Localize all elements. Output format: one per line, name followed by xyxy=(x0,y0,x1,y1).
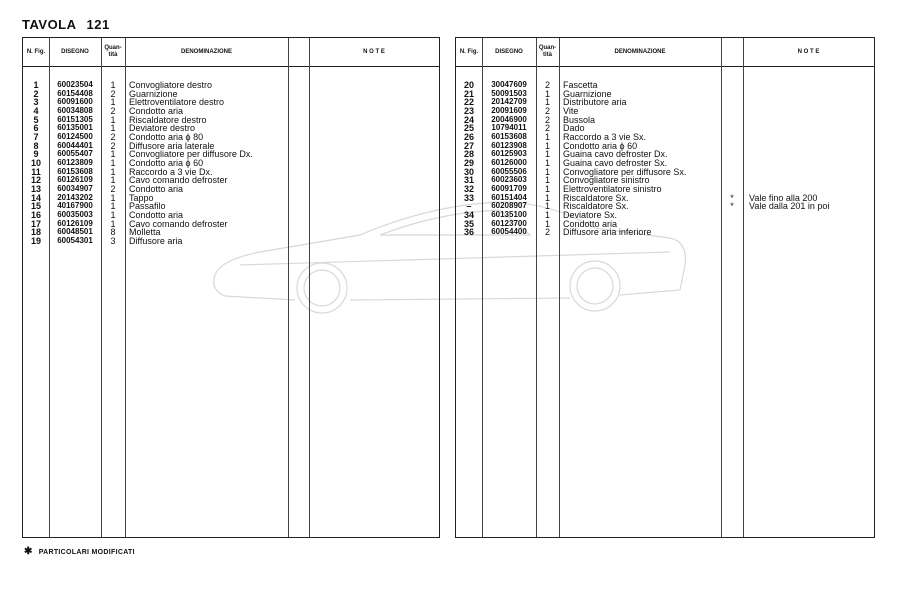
left-rows xyxy=(23,81,439,245)
cell-dis: 60048501 xyxy=(57,227,93,237)
header-qty: Quan- tità xyxy=(538,45,557,58)
cell-den: Guaina cavo defroster Sx. xyxy=(563,157,668,168)
cell-qty: 1 xyxy=(544,209,550,220)
cell-qty: 1 xyxy=(544,175,550,186)
table-row xyxy=(23,237,439,246)
cell-dis: 60044401 xyxy=(57,140,93,150)
cell-qty: 1 xyxy=(110,123,116,134)
cell-fig: 34 xyxy=(463,209,474,220)
cell-dis: 60125903 xyxy=(491,149,527,159)
header-denominazione: DENOMINAZIONE xyxy=(181,48,232,55)
cell-dis: 60023603 xyxy=(491,175,527,185)
cell-qty: 1 xyxy=(544,97,550,108)
cell-fig: 12 xyxy=(30,175,41,186)
cell-den: Convogliatore destro xyxy=(129,80,213,90)
cell-dis: 60151404 xyxy=(491,192,527,202)
cell-fig: 25 xyxy=(463,123,474,134)
cell-den: Elettroventilatore sinistro xyxy=(563,183,662,194)
table-header xyxy=(456,38,874,67)
cell-dis: 60123700 xyxy=(491,218,527,228)
cell-qty: 1 xyxy=(544,183,550,194)
cell-den: Convogliatore per diffusore Sx. xyxy=(563,166,687,177)
cell-dis: 10794011 xyxy=(491,123,527,133)
cell-qty: 1 xyxy=(110,201,116,212)
cell-qty: 1 xyxy=(544,131,550,142)
cell-fig: 6 xyxy=(33,123,39,134)
cell-fig: 11 xyxy=(31,166,41,177)
table-row xyxy=(456,228,874,237)
cell-den: Diffusore aria laterale xyxy=(129,140,215,151)
cell-dis: 30047609 xyxy=(491,80,527,89)
cell-qty: 1 xyxy=(110,149,116,160)
cell-qty: 1 xyxy=(544,140,550,151)
cell-fig: 7 xyxy=(33,131,39,142)
cell-dis: 60034907 xyxy=(57,183,93,193)
cell-star: * xyxy=(730,201,734,212)
cell-dis: 60154408 xyxy=(57,88,93,98)
footnote-text: PARTICOLARI MODIFICATI xyxy=(38,549,135,556)
cell-fig: 9 xyxy=(33,149,39,160)
cell-fig: 31 xyxy=(463,175,474,186)
cell-qty: 1 xyxy=(544,218,550,229)
cell-dis: 60126109 xyxy=(57,218,93,228)
cell-qty: 8 xyxy=(110,227,116,238)
header-disegno: DISEGNO xyxy=(61,48,89,55)
cell-den: Bussola xyxy=(563,114,596,125)
cell-dis: 60023504 xyxy=(57,80,93,89)
cell-dis: 60208907 xyxy=(491,201,527,211)
cell-dis: 60135100 xyxy=(491,209,527,219)
cell-den: Condotto aria xyxy=(129,209,184,220)
cell-den: Guarnizione xyxy=(129,88,178,99)
cell-den: Guaina cavo defroster Dx. xyxy=(563,149,668,160)
cell-fig: 32 xyxy=(463,183,474,194)
cell-qty: 2 xyxy=(544,227,550,238)
cell-fig: 24 xyxy=(463,114,474,125)
cell-qty: 1 xyxy=(544,201,550,212)
cell-fig: – xyxy=(466,201,472,212)
cell-den: Elettroventilatore destro xyxy=(129,97,225,108)
cell-qty: 2 xyxy=(110,105,116,116)
cell-qty: 2 xyxy=(110,88,116,99)
cell-den: Condotto aria ϕ 60 xyxy=(563,140,638,151)
cell-fig: 10 xyxy=(30,157,41,168)
cell-den: Convogliatore sinistro xyxy=(563,175,650,186)
cell-fig: 26 xyxy=(463,131,474,142)
cell-dis: 60123809 xyxy=(57,157,93,167)
cell-fig: 14 xyxy=(30,192,41,203)
cell-dis: 20142709 xyxy=(491,97,527,107)
cell-qty: 2 xyxy=(544,80,550,90)
cell-den: Deviatore destro xyxy=(129,123,196,134)
asterisk-icon: ✱ xyxy=(24,546,33,557)
cell-dis: 60153608 xyxy=(491,131,527,141)
cell-fig: 19 xyxy=(30,235,41,246)
cell-qty: 2 xyxy=(544,105,550,116)
cell-qty: 1 xyxy=(110,80,116,90)
cell-fig: 16 xyxy=(30,209,41,220)
header-disegno: DISEGNO xyxy=(495,48,523,55)
cell-qty: 1 xyxy=(110,97,116,108)
cell-den: Dado xyxy=(563,123,585,134)
cell-fig: 13 xyxy=(30,183,41,194)
cell-qty: 1 xyxy=(544,192,550,203)
cell-fig: 3 xyxy=(33,97,39,108)
cell-qty: 1 xyxy=(544,166,550,177)
cell-den: Guarnizione xyxy=(563,88,612,99)
cell-qty: 2 xyxy=(110,140,116,151)
cell-den: Condotto aria xyxy=(563,218,618,229)
cell-qty: 1 xyxy=(110,218,116,229)
header-denominazione: DENOMINAZIONE xyxy=(614,48,666,55)
footnote xyxy=(24,546,135,557)
table-header xyxy=(23,38,439,67)
parts-table-left xyxy=(22,37,440,538)
cell-dis: 60153608 xyxy=(57,166,93,176)
cell-dis: 60091600 xyxy=(57,97,93,107)
cell-qty: 1 xyxy=(110,192,116,203)
cell-fig: 23 xyxy=(463,105,474,116)
cell-dis: 20046900 xyxy=(491,114,527,124)
cell-dis: 60126109 xyxy=(57,175,93,185)
cell-dis: 60123908 xyxy=(491,140,527,150)
cell-dis: 60035003 xyxy=(57,209,93,219)
cell-dis: 60034808 xyxy=(57,105,93,115)
cell-dis: 60054301 xyxy=(57,235,93,245)
cell-qty: 2 xyxy=(110,183,116,194)
cell-fig: 35 xyxy=(463,218,474,229)
cell-den: Cavo comando defroster xyxy=(129,218,228,229)
cell-den: Passafilo xyxy=(129,201,166,212)
cell-dis: 60135001 xyxy=(57,123,93,133)
cell-den: Distributore aria xyxy=(563,97,627,108)
cell-dis: 60091709 xyxy=(491,183,527,193)
cell-star: * xyxy=(730,192,734,203)
cell-fig: 1 xyxy=(33,80,39,90)
cell-qty: 1 xyxy=(110,157,116,168)
cell-den: Deviatore Sx. xyxy=(563,209,618,220)
cell-den: Condotto aria ϕ 80 xyxy=(129,131,204,142)
table-number: 121 xyxy=(86,17,110,32)
cell-note: Vale fino alla 200 xyxy=(749,192,818,203)
cell-den: Diffusore aria inferiore xyxy=(563,227,652,238)
cell-den: Condotto aria ϕ 60 xyxy=(129,157,204,168)
title-label: TAVOLA xyxy=(22,17,77,32)
cell-fig: 36 xyxy=(463,227,474,238)
cell-den: Molletta xyxy=(129,227,161,238)
cell-den: Condotto aria xyxy=(129,183,184,194)
cell-fig: 33 xyxy=(463,192,474,203)
cell-fig: 2 xyxy=(33,88,39,99)
cell-fig: 22 xyxy=(463,97,474,108)
cell-dis: 20143202 xyxy=(57,192,93,202)
cell-fig: 4 xyxy=(33,105,39,116)
cell-den: Cavo comando defroster xyxy=(129,175,228,186)
cell-qty: 1 xyxy=(110,175,116,186)
cell-qty: 2 xyxy=(544,114,550,125)
page-title xyxy=(22,17,110,32)
parts-table-right xyxy=(455,37,875,538)
cell-dis: 60151305 xyxy=(57,114,93,124)
cell-fig: 29 xyxy=(463,157,474,168)
cell-fig: 8 xyxy=(33,140,39,151)
cell-den: Riscaldatore Sx. xyxy=(563,201,629,212)
cell-fig: 30 xyxy=(463,166,474,177)
cell-qty: 2 xyxy=(544,123,550,134)
cell-den: Condotto aria xyxy=(129,105,184,116)
header-qty: Quan- tità xyxy=(104,45,122,58)
cell-dis: 60126000 xyxy=(491,157,527,167)
cell-fig: 20 xyxy=(463,80,474,90)
header-note: N O T E xyxy=(797,48,820,55)
cell-den: Riscaldatore destro xyxy=(129,114,207,125)
cell-qty: 3 xyxy=(110,235,116,246)
right-rows xyxy=(456,81,874,237)
cell-den: Convogliatore per diffusore Dx. xyxy=(129,149,253,160)
cell-den: Tappo xyxy=(129,192,154,203)
cell-fig: 18 xyxy=(30,227,41,238)
cell-dis: 20091609 xyxy=(491,105,527,115)
cell-qty: 1 xyxy=(110,209,116,220)
cell-den: Fascetta xyxy=(563,80,598,90)
cell-fig: 5 xyxy=(33,114,39,125)
cell-fig: 17 xyxy=(30,218,41,229)
cell-fig: 27 xyxy=(463,140,474,151)
cell-qty: 1 xyxy=(110,114,116,125)
cell-den: Diffusore aria xyxy=(129,235,183,246)
header-fig: N. Fig. xyxy=(26,48,46,55)
cell-qty: 1 xyxy=(544,149,550,160)
cell-dis: 60055506 xyxy=(491,166,527,176)
cell-note: Vale dalla 201 in poi xyxy=(749,201,830,212)
cell-qty: 2 xyxy=(110,131,116,142)
cell-dis: 60124500 xyxy=(57,131,93,141)
cell-fig: 15 xyxy=(30,201,41,212)
cell-dis: 50091503 xyxy=(491,88,527,98)
header-fig: N. Fig. xyxy=(459,48,479,55)
cell-fig: 28 xyxy=(463,149,474,160)
cell-dis: 40167900 xyxy=(57,201,93,211)
cell-den: Vite xyxy=(563,105,579,116)
cell-qty: 1 xyxy=(110,166,116,177)
cell-den: Riscaldatore Sx. xyxy=(563,192,629,203)
cell-den: Raccordo a 3 vie Dx. xyxy=(129,166,213,177)
cell-den: Raccordo a 3 vie Sx. xyxy=(563,131,647,142)
cell-qty: 1 xyxy=(544,157,550,168)
cell-dis: 60054400 xyxy=(491,227,527,237)
cell-qty: 1 xyxy=(544,88,550,99)
cell-fig: 21 xyxy=(463,88,474,99)
header-note: N O T E xyxy=(363,48,385,55)
cell-dis: 60055407 xyxy=(57,149,93,159)
